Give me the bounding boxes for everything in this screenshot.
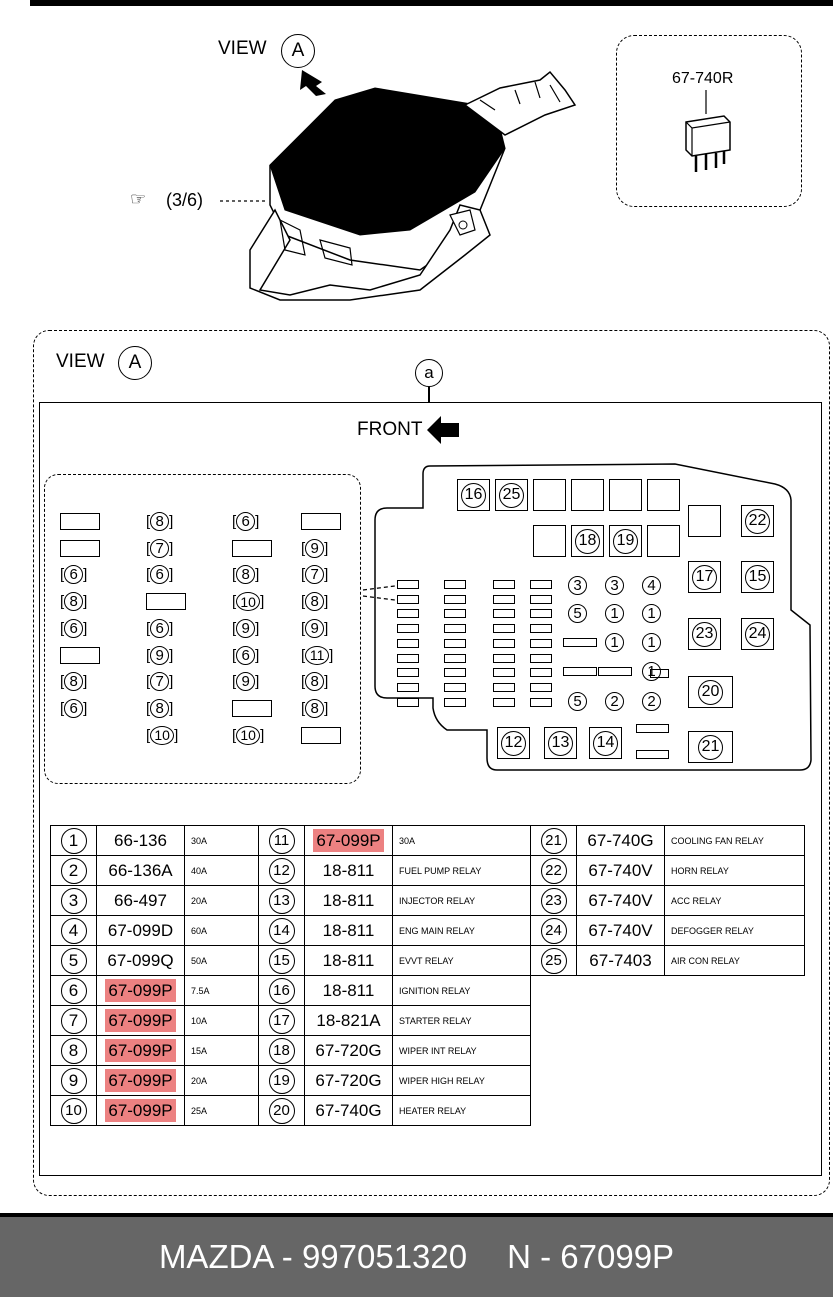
item-number: 21 [531,826,577,856]
part-description: 20A [185,1066,259,1096]
part-description: INJECTOR RELAY [393,886,531,916]
item-number: 7 [51,1006,97,1036]
part-number: 66-136 [97,826,185,856]
item-number: 12 [259,856,305,886]
part-description: 25A [185,1096,259,1126]
mini-fuse-slot [397,580,419,589]
part-description: STARTER RELAY [393,1006,531,1036]
mini-fuse-slot [493,654,515,663]
relay-12: 12 [497,727,530,759]
mini-fuse-slot [444,698,466,707]
item-number: 1 [51,826,97,856]
fuse-9: [ 9 ] [232,673,260,691]
fuse-box-drawing [120,60,590,310]
empty-cell [531,1066,805,1096]
item-number: 11 [259,826,305,856]
detail-view-marker: A [118,346,152,380]
part-description: ENG MAIN RELAY [393,916,531,946]
mini-fuse-slot [397,595,419,604]
item-number: 3 [51,886,97,916]
table-row [51,1066,805,1096]
part-description: AIR CON RELAY [665,946,805,976]
table-row [51,1036,805,1066]
part-description: IGNITION RELAY [393,976,531,1006]
table-row [51,1006,805,1036]
fuse-2: 2 [642,692,661,711]
fuse-6: [ 6 ] [60,566,88,584]
relay-16: 16 [457,479,490,511]
fuse-8: [ 8 ] [60,673,88,691]
part-description: 15A [185,1036,259,1066]
relay-19: 19 [609,525,642,557]
item-number: 16 [259,976,305,1006]
footer-bar [0,1213,833,1297]
part-number: 67-740V [577,916,665,946]
empty-cell [531,976,805,1006]
item-number: 23 [531,886,577,916]
part-number: 67-740V [577,856,665,886]
fuse-slot-empty [636,750,669,759]
footer-part-number: MAZDA - 997051320 [158,1238,468,1275]
part-number: 18-811 [305,886,393,916]
fuse-slot-empty [636,724,669,733]
part-number: 67-740G [305,1096,393,1126]
fuse-9: [ 9 ] [146,646,174,664]
fuse-8: [ 8 ] [301,593,329,611]
empty-cell [531,1036,805,1066]
mini-fuse-slot [397,683,419,692]
table-row [51,1096,805,1126]
item-number: 19 [259,1066,305,1096]
mini-fuse-slot [530,624,552,633]
hand-pointer-icon: ☞ [130,189,147,209]
fuse-5: 5 [568,692,587,711]
part-number: 67-099Q [97,946,185,976]
fuse-slot-empty [232,700,272,717]
item-number: 15 [259,946,305,976]
part-number: 66-136A [97,856,185,886]
part-number: 67-099P [97,1096,185,1126]
fuse-6: [ 6 ] [60,619,88,637]
item-number: 20 [259,1096,305,1126]
table-row [51,826,805,856]
mini-fuse-slot [493,639,515,648]
mini-fuse-slot [493,609,515,618]
mini-fuse-slot [530,654,552,663]
relay-22: 22 [741,505,774,537]
fuse-1: 1 [605,633,624,652]
relay-icon [680,88,740,183]
mini-fuse-slot [397,624,419,633]
fuse-7: [ 7 ] [301,566,329,584]
table-row [51,946,805,976]
fuse-5: 5 [568,604,587,623]
fuse-8: [ 8 ] [301,673,329,691]
mini-fuse-slot [397,668,419,677]
part-number: 67-720G [305,1066,393,1096]
mini-fuse-slot [530,668,552,677]
callout-a: a [415,359,443,387]
part-number: 67-740G [577,826,665,856]
part-number: 67-099P [97,976,185,1006]
part-number: 67-099P [97,1006,185,1036]
relay-20: 20 [688,676,733,708]
fuse-slot-empty [60,540,100,557]
fuse-slot-empty [60,513,100,530]
mini-fuse-slot [444,683,466,692]
fuse-8: [ 8 ] [301,699,329,717]
part-description: 40A [185,856,259,886]
part-description: ACC RELAY [665,886,805,916]
mini-fuse-slot [397,698,419,707]
part-description: 7.5A [185,976,259,1006]
part-number: 67-740V [577,886,665,916]
mini-fuse-slot [530,698,552,707]
fuse-9: [ 9 ] [301,619,329,637]
relay-slot-empty [688,505,721,537]
relay-24: 24 [741,618,774,650]
callout-leader [428,387,430,403]
mini-fuse-slot [444,624,466,633]
empty-cell [531,1006,805,1036]
fuse-2: 2 [605,692,624,711]
mini-fuse-slot [493,668,515,677]
front-label: FRONT [357,419,423,440]
view-label: VIEW [218,38,267,59]
item-number: 24 [531,916,577,946]
fuse-1: 1 [642,662,661,681]
fuse-8: [ 8 ] [60,593,88,611]
part-description: COOLING FAN RELAY [665,826,805,856]
fuse-6: [ 6 ] [232,513,260,530]
mini-fuse-slot [397,654,419,663]
mini-fuse-slot [493,580,515,589]
relay-13: 13 [544,727,577,759]
part-number: 18-811 [305,916,393,946]
footer-code: N - 67099P [507,1238,675,1275]
part-number: 18-821A [305,1006,393,1036]
mini-fuse-slot [530,580,552,589]
fuse-slot-empty [563,638,597,647]
mini-fuse-slot [530,609,552,618]
fuse-1: 1 [642,604,661,623]
fuse-8: [ 8 ] [146,699,174,717]
relay-15: 15 [741,561,774,593]
mini-fuse-slot [493,683,515,692]
view-marker: A [281,34,315,68]
part-description: WIPER INT RELAY [393,1036,531,1066]
relay-slot-empty [533,479,566,511]
top-border [30,0,833,6]
item-number: 2 [51,856,97,886]
mini-fuse-slot [444,580,466,589]
item-number: 22 [531,856,577,886]
part-description: 30A [185,826,259,856]
mini-fuse-slot [444,609,466,618]
mini-fuse-slot [493,624,515,633]
mini-fuse-slot [444,639,466,648]
part-number: 18-811 [305,946,393,976]
table-row [51,856,805,886]
fuse-3: 3 [568,576,587,595]
relay-23: 23 [688,618,721,650]
part-description: HEATER RELAY [393,1096,531,1126]
fuse-slot-empty [146,593,186,610]
item-number: 25 [531,946,577,976]
mini-fuse-slot [493,698,515,707]
fuse-6: [ 6 ] [232,646,260,664]
part-number: 67-099P [97,1066,185,1096]
relay-14: 14 [589,727,622,759]
part-number: 18-811 [305,976,393,1006]
relay-slot-empty [647,479,680,511]
relay-slot-empty [609,479,642,511]
fuse-7: [ 7 ] [146,673,174,691]
item-number: 4 [51,916,97,946]
relay-slot-empty [571,479,604,511]
fuse-slot-empty [563,667,597,676]
parts-table [50,825,805,1126]
part-description: EVVT RELAY [393,946,531,976]
relay-slot-empty [533,525,566,557]
fuse-10: [ 10 ] [232,593,265,611]
part-description: 30A [393,826,531,856]
detail-view-label: VIEW [56,351,105,372]
relay-17: 17 [688,561,721,593]
fuse-8: [ 8 ] [232,566,260,584]
fuse-9: [ 9 ] [301,539,329,557]
table-row [51,976,805,1006]
page-ref: (3/6) [166,190,204,210]
mini-fuse-slot [530,639,552,648]
front-arrow-icon [425,414,461,446]
part-description: FUEL PUMP RELAY [393,856,531,886]
mini-fuse-slot [397,609,419,618]
part-number: 67-7403 [577,946,665,976]
fuse-6: [ 6 ] [146,566,174,584]
fuse-10: [ 10 ] [146,726,179,744]
part-number: 67-720G [305,1036,393,1066]
part-description: DEFOGGER RELAY [665,916,805,946]
part-number: 67-099P [305,826,393,856]
fuse-1: 1 [605,604,624,623]
mini-fuse-slot [397,639,419,648]
part-number: 18-811 [305,856,393,886]
fuse-slot-empty [301,513,341,530]
part-description: 50A [185,946,259,976]
relay-21: 21 [688,731,733,763]
item-number: 9 [51,1066,97,1096]
relay-slot-empty [647,525,680,557]
table-row [51,916,805,946]
fuse-3: 3 [605,576,624,595]
part-description: 10A [185,1006,259,1036]
mini-fuse-slot [444,668,466,677]
mini-fuse-slot [493,595,515,604]
fuse-9: [ 9 ] [232,619,260,637]
item-number: 8 [51,1036,97,1066]
relay-25: 25 [495,479,528,511]
item-number: 14 [259,916,305,946]
fuse-11: [ 11 ] [301,646,334,664]
table-row [51,886,805,916]
relay-part-label: 67-740R [672,70,734,87]
part-description: HORN RELAY [665,856,805,886]
item-number: 18 [259,1036,305,1066]
part-number: 66-497 [97,886,185,916]
fuse-1: 1 [642,633,661,652]
empty-cell [531,1096,805,1126]
mini-fuse-slot [530,683,552,692]
fuse-10: [ 10 ] [232,726,265,744]
fuse-4: 4 [642,576,661,595]
fuse-6: [ 6 ] [60,699,88,717]
fuse-6: [ 6 ] [146,619,174,637]
fuse-8: [ 8 ] [146,513,174,530]
part-description: 20A [185,886,259,916]
relay-18: 18 [571,525,604,557]
part-number: 67-099P [97,1036,185,1066]
mini-fuse-slot [444,595,466,604]
item-number: 17 [259,1006,305,1036]
item-number: 5 [51,946,97,976]
item-number: 10 [51,1096,97,1126]
fuse-slot-empty [650,669,669,678]
mini-fuse-slot [444,654,466,663]
fuse-slot-empty [301,727,341,744]
fuse-slot-empty [598,667,632,676]
fuse-7: [ 7 ] [146,539,174,557]
part-description: 60A [185,916,259,946]
fuse-slot-empty [60,647,100,664]
fuse-slot-empty [232,540,272,557]
item-number: 13 [259,886,305,916]
part-description: WIPER HIGH RELAY [393,1066,531,1096]
item-number: 6 [51,976,97,1006]
mini-fuse-slot [530,595,552,604]
part-number: 67-099D [97,916,185,946]
